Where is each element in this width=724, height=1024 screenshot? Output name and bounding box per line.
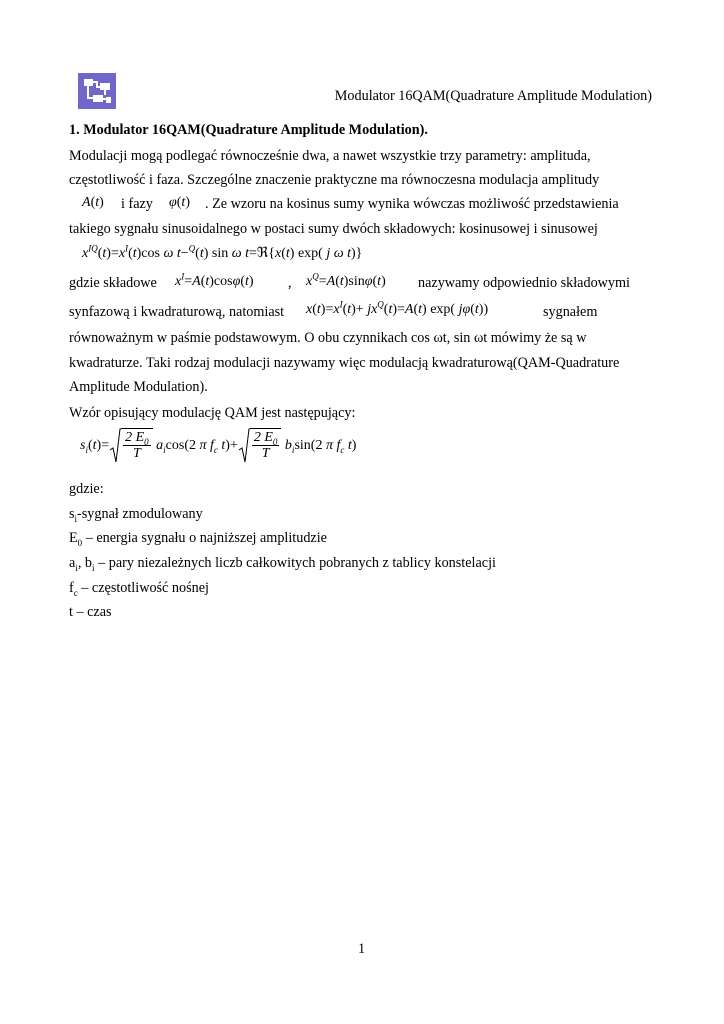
paragraph-line: Wzór opisujący modulację QAM jest następujący:	[69, 405, 356, 421]
paragraph-text: gdzie składowe	[69, 275, 157, 291]
equation-xI: $x^I=A(t)\cos\varphi(t)$	[175, 271, 254, 289]
paragraph-text: sygnałem	[543, 304, 598, 320]
definition-text: – pary niezależnych liczb całkowitych pobranych z tablicy konstelacji	[94, 555, 496, 571]
definition-text: – częstotliwość nośnej	[77, 580, 209, 596]
paragraph-line: Modulacji mogą podlegać równocześnie dwa, a nawet wszystkie trzy parametry: amplituda,	[69, 148, 591, 164]
header-logo	[78, 73, 116, 109]
paragraph-text: . Ze wzoru na kosinus sumy wynika wówczas możliwość przedstawienia	[205, 196, 619, 212]
definition-text: -sygnał zmodulowany	[77, 506, 203, 522]
paragraph-line: kwadraturze. Taki rodzaj modulacji nazywamy więc modulacją kwadraturową(QAM-Quadrature	[69, 355, 620, 371]
flowchart-logo-icon	[78, 73, 116, 109]
paragraph-text: ,	[288, 275, 292, 291]
definition-item: $E_0$ – energia sygnału o najniższej amplitudzie	[69, 530, 327, 548]
definition-item: $a_i$, $b_i$ – pary niezależnych liczb całkowitych pobranych z tablicy konstelacji	[69, 555, 496, 573]
paragraph-line: Amplitude Modulation).	[69, 379, 208, 395]
paragraph-text: i fazy	[121, 196, 153, 212]
paragraph-line: równoważnym w paśmie podstawowym. O obu czynnikach cos ωt, sin ωt mówimy że są w	[69, 330, 587, 346]
paragraph-text: synfazową i kwadraturową, natomiast	[69, 304, 285, 320]
definition-item: t – czas	[69, 604, 112, 620]
section-heading: 1. Modulator 16QAM(Quadrature Amplitude Modulation).	[69, 122, 428, 138]
equation-iq: $x^{IQ}(t)=x^I(t)\cos$ ω t−$^Q$(t) sin ω t=ℜ{x(t) exp( j ω t)}	[82, 243, 363, 261]
equation-xQ: $x^Q=A(t)\sin\varphi(t)$	[306, 271, 386, 289]
definition-item: $f_c$ – częstotliwość nośnej	[69, 580, 209, 598]
page-number: 1	[358, 941, 366, 957]
definition-item: $s_i$-sygnał zmodulowany	[69, 506, 203, 524]
definitions-heading: gdzie:	[69, 481, 104, 497]
equation-qam: $s_i(t)=$ $\frac{2 E_0}{T}$ $a_i\cos(2$ π $f_c$ t)+ $\frac{2 E_0}{T}$ $b_i\sin(2$ π $f_c$ t)	[80, 428, 356, 464]
math-amplitude: A(t)	[82, 195, 104, 210]
definition-text: – energia sygnału o najniższej amplitudzie	[82, 530, 327, 546]
math-phase: φ(t)	[169, 195, 190, 210]
page-header-title: Modulator 16QAM(Quadrature Amplitude Modulation)	[334, 88, 652, 104]
equation-x: $x(t)=x^I(t)+ jx^Q(t)=A(t)$ exp( jφ(t))	[306, 299, 489, 317]
paragraph-line: częstotliwość i faza. Szczególne znaczenie praktyczne ma równoczesna modulacja amplitudy	[69, 172, 600, 188]
paragraph-line: takiego sygnału sinusoidalnego w postaci sumy dwóch składowych: kosinusowej i sinusowej	[69, 221, 598, 237]
sqrt-symbol: $\frac{2 E_0}{T}$	[109, 428, 153, 464]
sqrt-symbol: $\frac{2 E_0}{T}$	[238, 428, 282, 464]
paragraph-text: nazywamy odpowiednio składowymi	[418, 275, 630, 291]
